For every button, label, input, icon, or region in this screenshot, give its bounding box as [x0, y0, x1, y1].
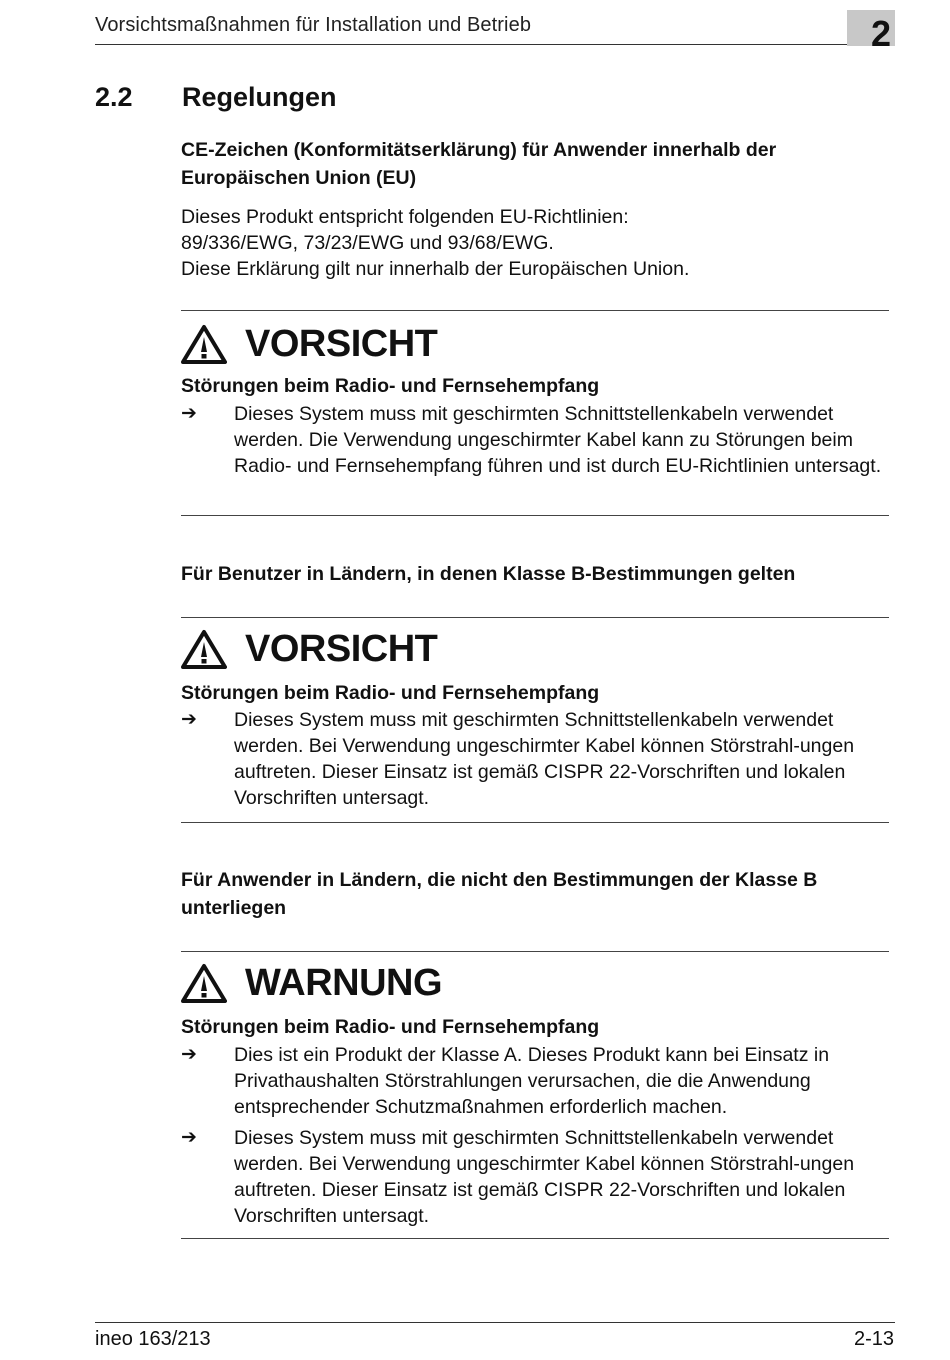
notice3-bottom-rule	[181, 1238, 889, 1239]
warning-triangle-icon	[181, 324, 227, 364]
header-rule	[95, 44, 847, 45]
warning-triangle-icon	[181, 629, 227, 669]
warning-triangle-icon	[181, 963, 227, 1003]
ce-block	[181, 136, 889, 282]
notice3-bullet1	[181, 1042, 891, 1120]
classb-block	[181, 560, 889, 588]
notice2-bullet	[181, 707, 891, 811]
notice1-signal-word: VORSICHT	[245, 322, 438, 365]
arrow-icon: ➔	[181, 709, 197, 730]
notice3-text1: Dies ist ein Produkt der Klasse A. Dieses Produkt kann bei Einsatz in Privathaushalten Störstrahlungen verursachen, die die Anwendung entsprechender Schutzmaßnahmen erforderlich machen.	[234, 1044, 830, 1118]
notice1-signal	[181, 323, 437, 365]
notice2-top-rule	[181, 617, 889, 618]
footer-rule	[95, 1322, 895, 1323]
page-number: 2-13	[853, 1328, 894, 1350]
notice1-bullet	[181, 401, 891, 479]
section-title: Regelungen	[182, 82, 337, 112]
chapter-number: 2	[870, 13, 891, 54]
notice2-text: Dieses System muss mit geschirmten Schnittstellenkabeln verwendet werden. Bei Verwendung ungeschirmter Kabel können Störstrahl-ungen auftreten. Dieser Einsatz ist gemäß CISPR 22-Vorschriften und lokalen Vorschriften untersagt.	[234, 709, 855, 809]
section-number: 2.2	[95, 82, 133, 112]
notice2-signal	[181, 628, 437, 670]
notice2-signal-word: VORSICHT	[245, 627, 438, 670]
arrow-icon: ➔	[181, 1044, 197, 1065]
notice1-top-rule	[181, 310, 889, 311]
notice1-bottom-rule	[181, 515, 889, 516]
notice3-bullet2	[181, 1125, 891, 1229]
nonclassb-heading-line2: unterliegen	[181, 897, 287, 919]
arrow-icon: ➔	[181, 403, 197, 424]
notice3-top-rule	[181, 951, 889, 952]
notice1-heading: Störungen beim Radio- und Fernsehempfang	[181, 375, 600, 397]
footer-model: ineo 163/213	[95, 1328, 211, 1350]
notice1-text: Dieses System muss mit geschirmten Schnittstellenkabeln verwendet werden. Die Verwendung ungeschirmter Kabel kann zu Störungen beim Radio- und Fernsehempfang führen und ist durch EU-Richtlinien untersagt.	[234, 403, 882, 477]
classb-heading: Für Benutzer in Ländern, in denen Klasse B-Bestimmungen gelten	[181, 563, 796, 585]
chapter-tab	[847, 10, 895, 54]
running-header: Vorsichtsmaßnahmen für Installation und Betrieb	[95, 14, 532, 36]
notice2-bottom-rule	[181, 822, 889, 823]
ce-line2: 89/336/EWG, 73/23/EWG und 93/68/EWG.	[181, 232, 554, 254]
notice3-text2: Dieses System muss mit geschirmten Schnittstellenkabeln verwendet werden. Bei Verwendung ungeschirmter Kabel können Störstrahl-ungen auftreten. Dieser Einsatz ist gemäß CISPR 22-Vorschriften und lokalen Vorschriften untersagt.	[234, 1127, 855, 1227]
notice3-signal-word: WARNUNG	[245, 961, 443, 1004]
nonclassb-heading-line1: Für Anwender in Ländern, die nicht den Bestimmungen der Klasse B	[181, 869, 818, 891]
nonclassb-block	[181, 866, 889, 922]
notice2-heading: Störungen beim Radio- und Fernsehempfang	[181, 682, 600, 704]
ce-heading-line2: Europäischen Union (EU)	[181, 167, 417, 189]
ce-heading-line1: CE-Zeichen (Konformitätserklärung) für Anwender innerhalb der	[181, 139, 777, 161]
ce-line1: Dieses Produkt entspricht folgenden EU-Richtlinien:	[181, 206, 629, 228]
arrow-icon: ➔	[181, 1127, 197, 1148]
notice3-heading: Störungen beim Radio- und Fernsehempfang	[181, 1016, 600, 1038]
notice3-signal	[181, 962, 442, 1004]
ce-line3: Diese Erklärung gilt nur innerhalb der Europäischen Union.	[181, 258, 690, 280]
